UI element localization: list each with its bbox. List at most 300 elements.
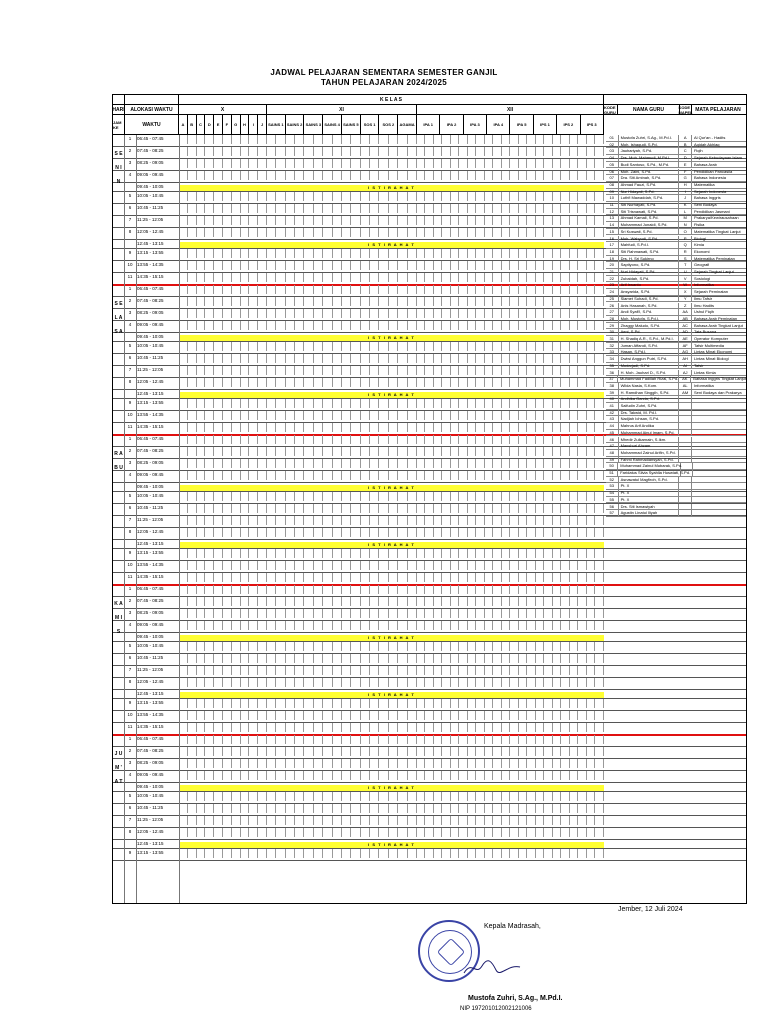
schedule-cell <box>258 159 267 168</box>
schedule-cell <box>295 735 304 744</box>
jam-ke: 11 <box>127 274 133 279</box>
schedule-cell <box>214 492 223 501</box>
class-cells <box>179 321 604 330</box>
schedule-cell <box>425 804 434 813</box>
schedule-row <box>113 747 746 759</box>
schedule-cell <box>595 273 604 282</box>
schedule-cell <box>417 585 426 594</box>
schedule-cell <box>578 261 587 270</box>
schedule-cell <box>179 342 188 351</box>
schedule-cell <box>442 528 451 537</box>
schedule-cell <box>232 192 241 201</box>
schedule-cell <box>197 216 206 225</box>
schedule-cell <box>333 399 342 408</box>
schedule-cell <box>241 573 250 582</box>
schedule-cell <box>379 816 388 825</box>
schedule-cell <box>578 411 587 420</box>
class-cells <box>179 585 604 594</box>
schedule-cell <box>425 747 434 756</box>
schedule-cell <box>451 309 460 318</box>
schedule-cell <box>434 492 443 501</box>
schedule-cell <box>485 642 494 651</box>
schedule-cell <box>276 654 285 663</box>
schedule-cell <box>570 759 579 768</box>
schedule-cell <box>578 204 587 213</box>
schedule-cell <box>323 711 332 720</box>
schedule-cell <box>361 561 370 570</box>
teacher-code: 16 <box>606 236 619 242</box>
schedule-cell <box>286 711 295 720</box>
schedule-cell <box>570 411 579 420</box>
schedule-cell <box>286 792 295 801</box>
teacher-row <box>606 329 746 336</box>
header-row-grades <box>113 105 746 115</box>
schedule-cell <box>214 171 223 180</box>
schedule-cell <box>510 735 519 744</box>
schedule-cell <box>476 504 485 513</box>
teacher-name: Drs. Moh. Mahmudi, M.Pd.I. <box>619 155 680 161</box>
schedule-cell <box>587 828 596 837</box>
schedule-cell <box>595 666 604 675</box>
schedule-cell <box>232 378 241 387</box>
schedule-cell <box>241 735 250 744</box>
schedule-cell <box>553 666 562 675</box>
teacher-name: Muhammad Junaidi, S.Pd. <box>619 222 680 228</box>
schedule-cell <box>476 297 485 306</box>
schedule-cell <box>323 804 332 813</box>
schedule-cell <box>417 828 426 837</box>
teacher-row <box>606 376 746 383</box>
subject-name: Geografi <box>693 262 710 268</box>
schedule-cell <box>351 447 360 456</box>
teacher-code: 03 <box>606 148 619 154</box>
schedule-cell <box>544 249 553 258</box>
schedule-cell <box>442 399 451 408</box>
schedule-cell <box>197 804 206 813</box>
schedule-cell <box>370 399 379 408</box>
subject-name: Sejarah Kebudayaan Islam <box>693 155 742 161</box>
schedule-cell <box>323 309 332 318</box>
schedule-cell <box>527 528 536 537</box>
schedule-cell <box>485 447 494 456</box>
schedule-cell <box>267 135 276 144</box>
schedule-cell <box>476 597 485 606</box>
class-cells <box>179 561 604 570</box>
schedule-cell <box>527 285 536 294</box>
schedule-cell <box>442 816 451 825</box>
schedule-cell <box>544 378 553 387</box>
schedule-cell <box>179 297 188 306</box>
schedule-cell <box>587 354 596 363</box>
schedule-cell <box>398 549 407 558</box>
schedule-cell <box>223 849 232 858</box>
schedule-cell <box>587 771 596 780</box>
schedule-cell <box>502 471 511 480</box>
schedule-cell <box>370 699 379 708</box>
subject-code: AI <box>679 363 692 369</box>
schedule-cell <box>553 585 562 594</box>
schedule-cell <box>595 828 604 837</box>
schedule-cell <box>519 549 528 558</box>
schedule-cell <box>459 147 468 156</box>
schedule-cell <box>188 366 197 375</box>
schedule-cell <box>232 204 241 213</box>
schedule-cell <box>314 297 323 306</box>
schedule-cell <box>333 216 342 225</box>
schedule-cell <box>342 528 351 537</box>
schedule-cell <box>379 792 388 801</box>
schedule-cell <box>468 216 477 225</box>
schedule-cell <box>295 471 304 480</box>
schedule-cell <box>510 666 519 675</box>
schedule-cell <box>333 342 342 351</box>
schedule-cell <box>214 135 223 144</box>
schedule-cell <box>408 561 417 570</box>
schedule-cell <box>434 549 443 558</box>
schedule-cell <box>389 504 398 513</box>
jam-ke: 9 <box>128 700 132 705</box>
schedule-cell <box>286 573 295 582</box>
schedule-cell <box>342 828 351 837</box>
schedule-cell <box>295 423 304 432</box>
schedule-cell <box>351 549 360 558</box>
schedule-cell <box>214 747 223 756</box>
schedule-cell <box>249 621 258 630</box>
schedule-cell <box>595 171 604 180</box>
schedule-cell <box>561 249 570 258</box>
schedule-cell <box>595 366 604 375</box>
schedule-cell <box>442 159 451 168</box>
schedule-cell <box>578 516 587 525</box>
schedule-cell <box>587 216 596 225</box>
schedule-cell <box>214 321 223 330</box>
schedule-cell <box>451 423 460 432</box>
schedule-cell <box>370 828 379 837</box>
schedule-cell <box>485 471 494 480</box>
schedule-cell <box>295 759 304 768</box>
schedule-cell <box>205 216 214 225</box>
schedule-cell <box>485 561 494 570</box>
schedule-cell <box>205 471 214 480</box>
schedule-cell <box>179 354 188 363</box>
schedule-cell <box>304 249 313 258</box>
schedule-cell <box>351 297 360 306</box>
teacher-row <box>606 490 746 497</box>
schedule-cell <box>179 435 188 444</box>
schedule-cell <box>527 435 536 444</box>
subject-name <box>692 490 746 496</box>
schedule-cell <box>425 171 434 180</box>
schedule-cell <box>536 504 545 513</box>
schedule-cell <box>370 549 379 558</box>
schedule-cell <box>561 192 570 201</box>
class-cells <box>179 747 604 756</box>
schedule-cell <box>485 528 494 537</box>
schedule-cell <box>276 435 285 444</box>
schedule-cell <box>536 816 545 825</box>
schedule-cell <box>434 285 443 294</box>
schedule-cell <box>408 711 417 720</box>
schedule-cell <box>398 171 407 180</box>
schedule-cell <box>179 216 188 225</box>
subject-code: N <box>679 222 692 228</box>
schedule-cell <box>258 492 267 501</box>
schedule-cell <box>587 759 596 768</box>
schedule-cell <box>398 621 407 630</box>
schedule-cell <box>510 585 519 594</box>
schedule-cell <box>459 342 468 351</box>
schedule-cell <box>493 678 502 687</box>
schedule-cell <box>188 849 197 858</box>
subject-code: X <box>679 289 692 295</box>
schedule-cell <box>536 378 545 387</box>
schedule-cell <box>241 159 250 168</box>
schedule-cell <box>370 159 379 168</box>
schedule-cell <box>379 711 388 720</box>
schedule-cell <box>527 216 536 225</box>
schedule-cell <box>188 171 197 180</box>
schedule-cell <box>223 699 232 708</box>
schedule-cell <box>570 573 579 582</box>
teacher-code: 27 <box>606 309 619 315</box>
schedule-cell <box>241 759 250 768</box>
time-range: 12:45 - 13:15 <box>137 841 164 846</box>
jam-ke: 3 <box>128 760 132 765</box>
schedule-cell <box>188 342 197 351</box>
schedule-cell <box>342 711 351 720</box>
schedule-cell <box>502 804 511 813</box>
schedule-cell <box>323 816 332 825</box>
schedule-cell <box>389 378 398 387</box>
schedule-cell <box>333 423 342 432</box>
schedule-cell <box>425 135 434 144</box>
schedule-cell <box>323 528 332 537</box>
schedule-cell <box>408 804 417 813</box>
schedule-cell <box>459 585 468 594</box>
schedule-cell <box>595 378 604 387</box>
schedule-cell <box>361 411 370 420</box>
subject-name: Lintas Kimia <box>693 369 716 375</box>
schedule-cell <box>323 597 332 606</box>
schedule-cell <box>493 528 502 537</box>
class-cells <box>179 435 604 444</box>
schedule-cell <box>434 342 443 351</box>
schedule-cell <box>502 816 511 825</box>
schedule-cell <box>519 516 528 525</box>
schedule-cell <box>197 573 206 582</box>
schedule-cell <box>267 204 276 213</box>
schedule-cell <box>295 792 304 801</box>
schedule-cell <box>519 159 528 168</box>
schedule-cell <box>468 273 477 282</box>
subject-name: Matematika Peminatan <box>693 255 735 261</box>
schedule-cell <box>286 654 295 663</box>
schedule-cell <box>370 321 379 330</box>
time-range: 13:55 - 14:35 <box>137 712 164 717</box>
schedule-cell <box>417 516 426 525</box>
time-range: 11:25 - 12:05 <box>137 667 164 672</box>
schedule-cell <box>408 135 417 144</box>
schedule-cell <box>485 759 494 768</box>
schedule-cell <box>510 309 519 318</box>
class-cells <box>179 423 604 432</box>
schedule-cell <box>214 216 223 225</box>
schedule-cell <box>370 597 379 606</box>
schedule-cell <box>502 342 511 351</box>
schedule-cell <box>485 723 494 732</box>
teacher-code: 49 <box>606 457 619 463</box>
class-header-x-6: F <box>223 115 232 134</box>
schedule-cell <box>258 528 267 537</box>
schedule-cell <box>370 411 379 420</box>
schedule-cell <box>417 792 426 801</box>
schedule-cell <box>468 171 477 180</box>
teacher-row <box>606 410 746 417</box>
schedule-cell <box>333 261 342 270</box>
schedule-cell <box>417 423 426 432</box>
schedule-cell <box>232 216 241 225</box>
schedule-cell <box>342 723 351 732</box>
teacher-row <box>606 242 746 249</box>
schedule-cell <box>286 771 295 780</box>
schedule-cell <box>267 423 276 432</box>
schedule-cell <box>197 435 206 444</box>
class-cells <box>179 297 604 306</box>
schedule-cell <box>544 309 553 318</box>
header-grade-xii: XII <box>417 105 604 114</box>
jam-ke: 6 <box>128 205 132 210</box>
schedule-cell <box>417 135 426 144</box>
schedule-cell <box>578 528 587 537</box>
schedule-cell <box>519 735 528 744</box>
schedule-cell <box>333 759 342 768</box>
schedule-cell <box>425 816 434 825</box>
schedule-cell <box>333 828 342 837</box>
teacher-row <box>606 483 746 490</box>
teacher-name: Ansyarida, S.Pd. <box>619 289 680 295</box>
subject-name: Prakarya/Kewirausahaan <box>693 215 739 221</box>
schedule-cell <box>570 135 579 144</box>
schedule-cell <box>197 309 206 318</box>
schedule-cell <box>485 171 494 180</box>
schedule-cell <box>286 492 295 501</box>
teacher-row <box>606 356 746 363</box>
schedule-cell <box>249 147 258 156</box>
schedule-cell <box>425 711 434 720</box>
schedule-cell <box>408 249 417 258</box>
schedule-cell <box>408 309 417 318</box>
jam-ke: 6 <box>128 505 132 510</box>
schedule-cell <box>241 423 250 432</box>
day-label: S E L A S A <box>114 301 123 335</box>
schedule-cell <box>276 471 285 480</box>
schedule-cell <box>295 516 304 525</box>
schedule-cell <box>485 816 494 825</box>
schedule-cell <box>389 585 398 594</box>
schedule-cell <box>468 321 477 330</box>
schedule-cell <box>442 273 451 282</box>
schedule-cell <box>587 516 596 525</box>
schedule-cell <box>205 621 214 630</box>
subject-code <box>679 457 692 463</box>
schedule-cell <box>389 828 398 837</box>
schedule-cell <box>179 816 188 825</box>
schedule-cell <box>205 597 214 606</box>
schedule-cell <box>232 723 241 732</box>
schedule-cell <box>314 135 323 144</box>
schedule-cell <box>408 411 417 420</box>
schedule-cell <box>425 621 434 630</box>
teacher-code: 56 <box>606 504 619 510</box>
schedule-cell <box>249 549 258 558</box>
schedule-cell <box>459 471 468 480</box>
teacher-code: 10 <box>606 195 619 201</box>
schedule-cell <box>553 261 562 270</box>
schedule-cell <box>267 342 276 351</box>
schedule-cell <box>578 147 587 156</box>
schedule-cell <box>197 516 206 525</box>
teacher-name: Muhammad Zainul Mubarak, S.Pd. <box>620 463 683 469</box>
schedule-cell <box>361 378 370 387</box>
schedule-cell <box>188 609 197 618</box>
schedule-cell <box>578 228 587 237</box>
schedule-cell <box>398 135 407 144</box>
teacher-row <box>606 202 746 209</box>
schedule-cell <box>267 399 276 408</box>
schedule-cell <box>351 747 360 756</box>
schedule-cell <box>276 792 285 801</box>
schedule-cell <box>451 459 460 468</box>
schedule-cell <box>304 666 313 675</box>
schedule-cell <box>379 435 388 444</box>
schedule-cell <box>570 354 579 363</box>
schedule-cell <box>370 147 379 156</box>
schedule-cell <box>361 528 370 537</box>
header-nama-guru: NAMA GURU <box>618 105 680 114</box>
schedule-cell <box>425 699 434 708</box>
schedule-cell <box>476 171 485 180</box>
teacher-code: 32 <box>606 343 619 349</box>
schedule-cell <box>451 171 460 180</box>
schedule-cell <box>408 216 417 225</box>
schedule-cell <box>493 459 502 468</box>
schedule-cell <box>570 816 579 825</box>
schedule-cell <box>379 492 388 501</box>
schedule-cell <box>342 285 351 294</box>
schedule-cell <box>459 711 468 720</box>
schedule-cell <box>197 204 206 213</box>
schedule-cell <box>587 528 596 537</box>
subject-code: V <box>679 276 692 282</box>
teacher-code: 53 <box>606 483 619 489</box>
schedule-cell <box>544 666 553 675</box>
schedule-cell <box>214 804 223 813</box>
schedule-cell <box>485 849 494 858</box>
schedule-cell <box>232 471 241 480</box>
break-bar: I S T I R A H A T <box>179 485 604 491</box>
teacher-name: Mahrus Arif Andika <box>619 423 680 429</box>
teacher-row <box>606 195 746 202</box>
schedule-cell <box>417 261 426 270</box>
schedule-cell <box>389 849 398 858</box>
schedule-cell <box>179 711 188 720</box>
schedule-cell <box>304 354 313 363</box>
schedule-cell <box>351 354 360 363</box>
schedule-cell <box>468 447 477 456</box>
schedule-cell <box>493 816 502 825</box>
schedule-cell <box>408 828 417 837</box>
column-divider <box>136 135 137 903</box>
